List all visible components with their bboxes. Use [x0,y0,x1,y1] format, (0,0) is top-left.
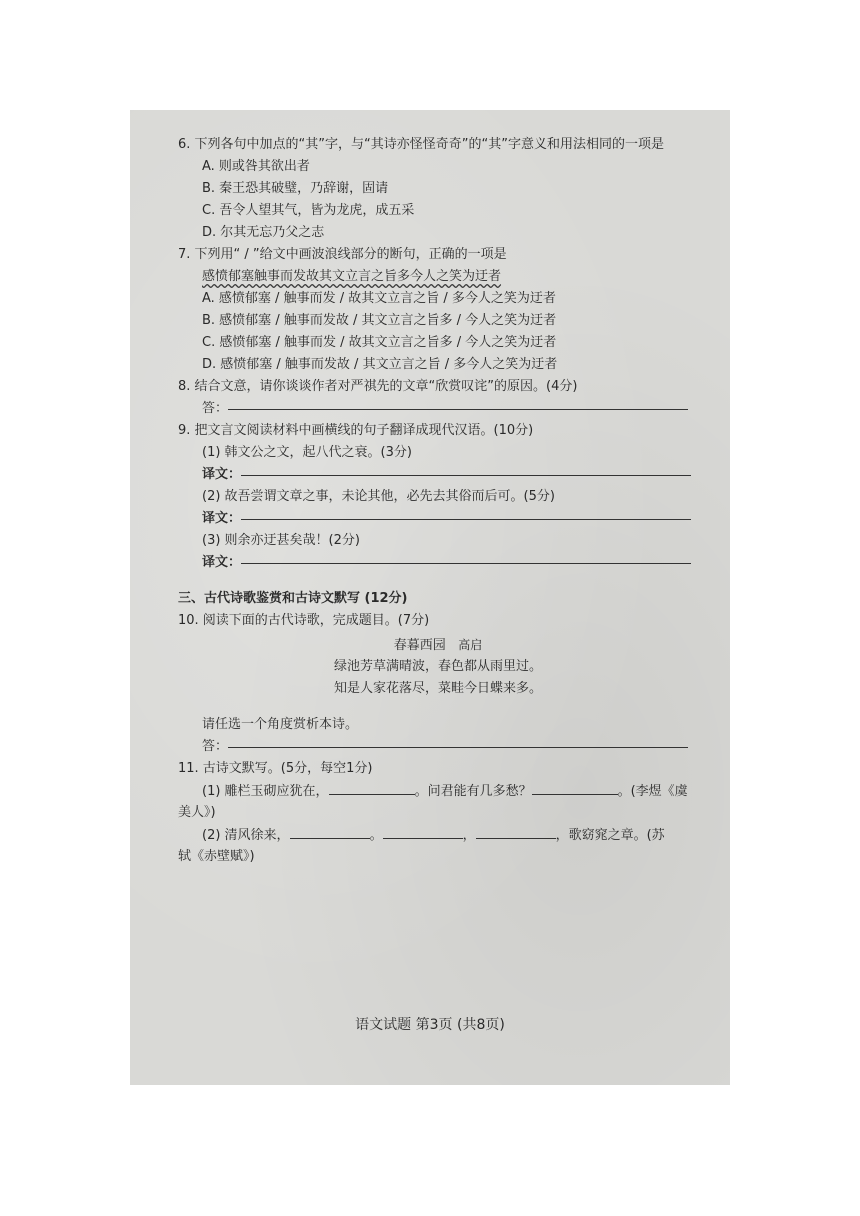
poem-title: 春暮西园 [393,638,446,653]
q10-answer-row [202,736,698,758]
question-10-stem: 10. 阅读下面的古代诗歌，完成题目。(7分) [178,613,430,628]
q7-option-c: C. 感愤郁塞 / 触事而发 / 故其文立言之旨多 / 今人之笑为迂者 [202,335,557,350]
poem-line-1: 绿池芳草满晴波，春色都从雨里过。 [333,659,542,674]
poem-title-row [178,634,698,656]
q6-option-d: D. 尔其无忘乃父之志 [202,225,325,240]
q11-blank-4[interactable] [383,824,463,839]
q11-blank-1[interactable] [329,780,415,795]
q9-translation-3-row [202,552,698,574]
q7-option-d: D. 感愤郁塞 / 触事而发故 / 其文立言之旨 / 多今人之笑为迂者 [202,357,558,372]
q7-option-a: A. 感愤郁塞 / 触事而发 / 故其文立言之旨 / 多今人之笑为迂者 [202,291,556,306]
poem-line-2: 知是人家花落尽，菜畦今日蝶来多。 [333,681,542,696]
page-content [178,134,698,868]
q10-answer-label: 答： [202,739,229,754]
q6-option-b: B. 秦王恐其破璧，乃辞谢，固请 [202,181,389,196]
q9-translation-2-row [202,508,698,530]
q11-blank-2[interactable] [532,780,618,795]
q9-translation-3-line[interactable] [241,562,691,564]
q11-line-1-cont: 美人》) [178,805,216,820]
q8-answer-label: 答： [202,401,229,416]
page-footer: 语文试题 第3页 (共8页) [355,1017,505,1033]
question-9-stem: 9. 把文言文阅读材料中画横线的句子翻译成现代汉语。(10分) [178,423,534,438]
q9-item-1: (1) 韩文公之文，起八代之衰。(3分) [202,445,412,460]
q9-translation-2-line[interactable] [241,518,691,520]
q10-answer-line[interactable] [228,746,688,748]
q9-translation-1-row [202,464,698,486]
q7-option-b: B. 感愤郁塞 / 触事而发故 / 其文立言之旨多 / 今人之笑为迂者 [202,313,557,328]
q6-option-c: C. 吾令人望其气，皆为龙虎，成五采 [202,203,415,218]
q11-line-2: (2) 清风徐来， 。 ， ，歌窈窕之章。(苏 [202,824,698,846]
poem-author: 高启 [458,638,483,652]
exam-sheet [130,110,730,1085]
section-3-heading: 三、古代诗歌鉴赏和古诗文默写 (12分) [178,591,408,606]
q9-translation-3-label: 译文： [202,555,242,570]
q11-line-1: (1) 雕栏玉砌应犹在， 。问君能有几多愁？ 。(李煜《虞 [202,780,698,802]
q11-blank-3[interactable] [290,824,370,839]
q9-item-3: (3) 则余亦迂甚矣哉！(2分) [202,533,360,548]
q9-item-2: (2) 故吾尝谓文章之事，未论其他，必先去其俗而后可。(5分) [202,489,555,504]
question-6-stem: 6. 下列各句中加点的“其”字，与“其诗亦怪怪奇奇”的“其”字意义和用法相同的一项是 [178,137,664,152]
q8-answer-row [202,398,698,420]
q11-line-2-cont: 轼《赤壁赋》) [178,849,255,864]
q10-prompt: 请任选一个角度赏析本诗。 [202,717,359,732]
q8-answer-line[interactable] [228,408,688,410]
q7-wavy-text: 感愤郁塞触事而发故其文立言之旨多今人之笑为迂者 [202,269,502,284]
question-8-stem: 8. 结合文意，请你谈谈作者对严祺先的文章“欣赏叹诧”的原因。(4分) [178,379,578,394]
question-11-stem: 11. 古诗文默写。(5分，每空1分) [178,761,373,776]
q9-translation-1-label: 译文： [202,467,242,482]
q6-option-a: A. 则或咎其欲出者 [202,159,310,174]
q11-blank-5[interactable] [476,824,556,839]
q9-translation-1-line[interactable] [241,474,691,476]
question-7-stem: 7. 下列用“ / ”给文中画波浪线部分的断句，正确的一项是 [178,247,507,262]
q9-translation-2-label: 译文： [202,511,242,526]
